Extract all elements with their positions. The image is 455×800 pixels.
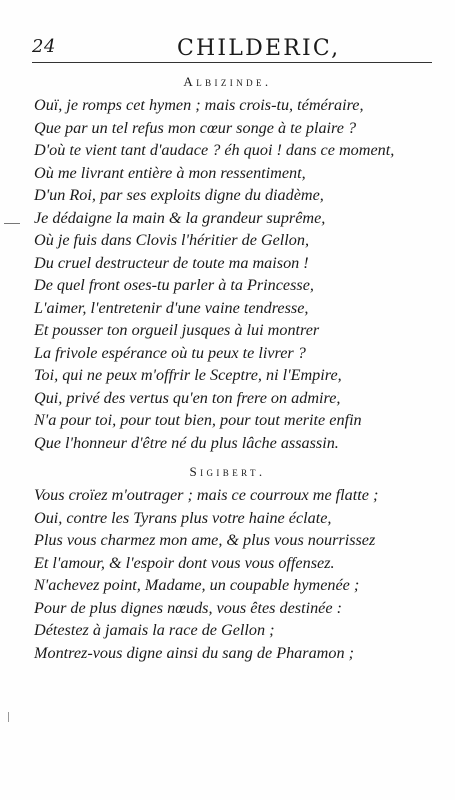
- running-title: CHILDERIC,: [177, 36, 341, 61]
- verse-line: Où me livrant entière à mon ressentiment,: [34, 163, 306, 182]
- verse-line: Du cruel destructeur de toute ma maison !: [34, 253, 309, 272]
- verse-line: Toi, qui ne peux m'offrir le Sceptre, ni l'Empire,: [34, 366, 342, 384]
- verse-line: N'achevez point, Madame, un coupable hymenée ;: [34, 576, 360, 594]
- verse-line: Montrez-vous digne ainsi du sang de Pharamon ;: [34, 643, 354, 662]
- verse-block: [34, 484, 446, 664]
- verse-line: Oui, contre les Tyrans plus votre haine éclate,: [34, 508, 332, 527]
- verse-line: Pour de plus dignes nœuds, vous êtes destinée :: [34, 598, 342, 617]
- margin-mark: [4, 223, 20, 224]
- verse-line: Détestez à jamais la race de Gellon ;: [34, 621, 275, 639]
- page-header: [32, 36, 432, 62]
- speaker-name: Albizinde.: [183, 74, 272, 89]
- verse-line: Et l'amour, & l'espoir dont vous vous offensez.: [34, 553, 335, 572]
- verse-line: D'un Roi, par ses exploits digne du diadème,: [34, 186, 324, 204]
- margin-tick: [8, 712, 9, 722]
- verse-line: L'aimer, l'entretenir d'une vaine tendresse,: [34, 298, 309, 317]
- verse-line: Que par un tel refus mon cœur songe à te plaire ?: [34, 118, 357, 137]
- header-rule: [32, 62, 432, 63]
- page-number: 24: [32, 36, 56, 57]
- verse-line: Qui, privé des vertus qu'en ton frere on admire,: [34, 388, 341, 407]
- speaker-name: Sigibert.: [189, 464, 266, 479]
- verse-block: [34, 94, 446, 454]
- verse-line: Vous croïez m'outrager ; mais ce courroux me flatte ;: [34, 486, 379, 504]
- verse-line: Ouï, je romps cet hymen ; mais crois-tu, téméraire,: [34, 96, 364, 114]
- verse-line: Plus vous charmez mon ame, & plus vous nourrissez: [34, 531, 376, 549]
- verse-line: Où je fuis dans Clovis l'héritier de Gellon,: [34, 231, 310, 249]
- verse-line: Je dédaigne la main & la grandeur suprême,: [34, 208, 326, 227]
- verse-line: N'a pour toi, pour tout bien, pour tout merite enfin: [34, 411, 362, 429]
- verse-line: De quel front oses-tu parler à ta Princesse,: [34, 276, 314, 294]
- verse-line: La frivole espérance où tu peux te livrer ?: [34, 343, 306, 362]
- verse-line: D'où te vient tant d'audace ? éh quoi ! dans ce moment,: [34, 141, 395, 159]
- verse-line: Et pousser ton orgueil jusques à lui montrer: [34, 321, 320, 339]
- verse-line: Que l'honneur d'être né du plus lâche assassin.: [34, 433, 339, 452]
